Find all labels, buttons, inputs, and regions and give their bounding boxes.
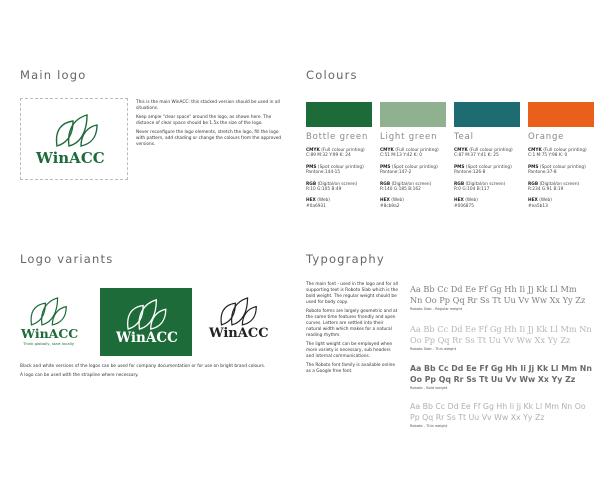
main-logo-description (136, 100, 286, 151)
logo-variant-black (206, 296, 268, 344)
type-specimen-slab-regular (410, 284, 585, 311)
rgb-spec: RGB (Digital/on screen) R:234 G:91 B:19 (528, 181, 580, 193)
typography-heading: Typography (306, 252, 385, 266)
leaf-logo-icon (124, 298, 168, 330)
colour-swatch (454, 102, 520, 127)
type-specimen-slab-thin (410, 324, 592, 351)
typography-desc-1: The main font - used in the logo and for all supporting text is Roboto Slab which is the bold weight. The regular weight should be used for body copy. (306, 282, 398, 305)
main-logo-desc-2: Keep ample "clear space" around the logo, as shown here. The distance of clear space should be 1.5x the size of the logo. (136, 115, 272, 126)
hex-spec: HEX (Web) #8cb9a2 (380, 198, 404, 209)
hex-spec: HEX (Web) #006875 (454, 198, 478, 209)
typography-desc-4: The Roboto font family is available online as a Google free font. (306, 363, 396, 374)
specimen-caption: Roboto Slab - Regular weight (410, 307, 463, 311)
colour-swatch (306, 102, 372, 127)
hex-spec: HEX (Web) #0a6931 (306, 198, 330, 209)
typography-description (306, 282, 398, 378)
colour-name: Teal (454, 132, 474, 142)
rgb-spec: RGB (Digital/on screen) R:140 G:185 B:162 (380, 181, 432, 193)
typography-desc-2: Roboto forms are largely geometric and at the same time features friendly and open curves. Letters are settled into their natural width which makes for a natural reading rhythm. (306, 309, 398, 338)
colour-swatch (380, 102, 446, 127)
main-logo-desc-3: Never reconfigure the logo elements, stretch the logo, fill the logo with pattern, add shading or change the colours from the approved versions. (136, 130, 282, 147)
specimen-line: Oo Pp Qq Rr Ss Tt Uu Vv Ww Xx Yy Zz (410, 375, 576, 384)
specimen-line: Aa Bb Cc Dd Ee Ff Gg Hh Ii Jj Kk Ll Mm Nn (410, 324, 592, 334)
main-logo-wordmark: WinACC (36, 149, 105, 167)
specimen-caption: Roboto Slab - Thin weight (410, 347, 457, 351)
colour-column (528, 102, 598, 209)
main-logo-heading: Main logo (20, 68, 87, 82)
cmyk-spec: CMYK (Full colour printing) C:89 M:32 Y:99 K: 24 (306, 148, 365, 159)
variant-wordmark: WinACC (209, 326, 269, 341)
typography-desc-3: The light weight can be employed when more variety is necessary, sub headers and internal communications. (306, 342, 393, 359)
variant-strapline: Think globally, start locally (23, 341, 75, 346)
colour-name: Orange (528, 132, 565, 142)
specimen-caption: Roboto - Bold weight (410, 386, 448, 390)
rgb-spec: RGB (Digital/on screen) R:0 G:104 B:117 (454, 181, 506, 193)
leaf-logo-icon (53, 113, 99, 147)
leaf-logo-icon (28, 296, 68, 326)
leaf-logo-icon (218, 296, 258, 326)
specimen-line: Aa Bb Cc Dd Ee Ff Gg Hh Ii Jj Kk Ll Mm (410, 284, 577, 294)
colour-swatch (528, 102, 594, 127)
logo-variants-desc-2: A logo can be used with the strapline where necessary. (20, 373, 139, 378)
logo-variant-reversed (100, 288, 192, 356)
colour-name: Bottle green (306, 132, 369, 142)
specimen-line: Nn Oo Pp Qq Rr Ss Tt Uu Vv Ww Xx Yy Zz (410, 295, 586, 305)
variant-wordmark: WinACC (116, 330, 178, 346)
variant-wordmark: WinACC (21, 326, 79, 341)
cmyk-spec: CMYK (Full colour printing) C:51 M:13 Y:42 K: 0 (380, 148, 439, 159)
colour-column (380, 102, 450, 209)
main-logo-desc-1: This is the main WinACC: this stacked version should be used in all situations. (136, 100, 280, 111)
pms-spec: PMS (Spot colour printing) Pantone:147-2 (380, 164, 438, 176)
logo-variants-desc-1: Black and white versions of the logos can be used for company documentation or for use on bright brand colours. (20, 364, 266, 369)
pms-spec: PMS (Spot colour printing) Pantone:144-15 (306, 164, 364, 176)
logo-variant-strapline (18, 296, 80, 348)
cmyk-spec: CMYK (Full colour printing) C:1 M:75 Y:98 K: 0 (528, 148, 587, 159)
colour-column (454, 102, 524, 209)
specimen-line: Oo Pp Qq Rr Ss Tt Uu Vv Ww Xx Yy Zz (410, 335, 571, 345)
specimen-line: Pp Qq Rr Ss Tt Uu Vv Ww Xx Yy Zz (410, 413, 545, 422)
logo-variants-description (20, 364, 290, 382)
specimen-line: Aa Bb Cc Dd Ee Ff Gg Hh Ii Jj Kk Ll Mm Nn Oo (410, 402, 586, 411)
colour-name: Light green (380, 132, 438, 142)
logo-variants-heading: Logo variants (20, 252, 114, 266)
colours-heading: Colours (306, 68, 358, 82)
pms-spec: PMS (Spot colour printing) Pantone:37-8 (528, 164, 586, 176)
rgb-spec: RGB (Digital/on screen) R:10 G:105 B:49 (306, 181, 358, 193)
specimen-line: Aa Bb Cc Dd Ee Ff Gg Hh Ii Jj Kk Ll Mm Nn (410, 364, 592, 373)
main-logo-clearspace-box (20, 98, 128, 180)
specimen-caption: Roboto - Thin weight (410, 424, 448, 428)
type-specimen-roboto-bold (410, 363, 592, 390)
hex-spec: HEX (Web) #ea5b13 (528, 198, 552, 209)
cmyk-spec: CMYK (Full colour printing) C:87 M:37 Y:41 K: 25 (454, 148, 513, 159)
colour-column (306, 102, 376, 209)
pms-spec: PMS (Spot colour printing) Pantone:126-8 (454, 164, 512, 176)
type-specimen-roboto-thin (410, 401, 586, 428)
